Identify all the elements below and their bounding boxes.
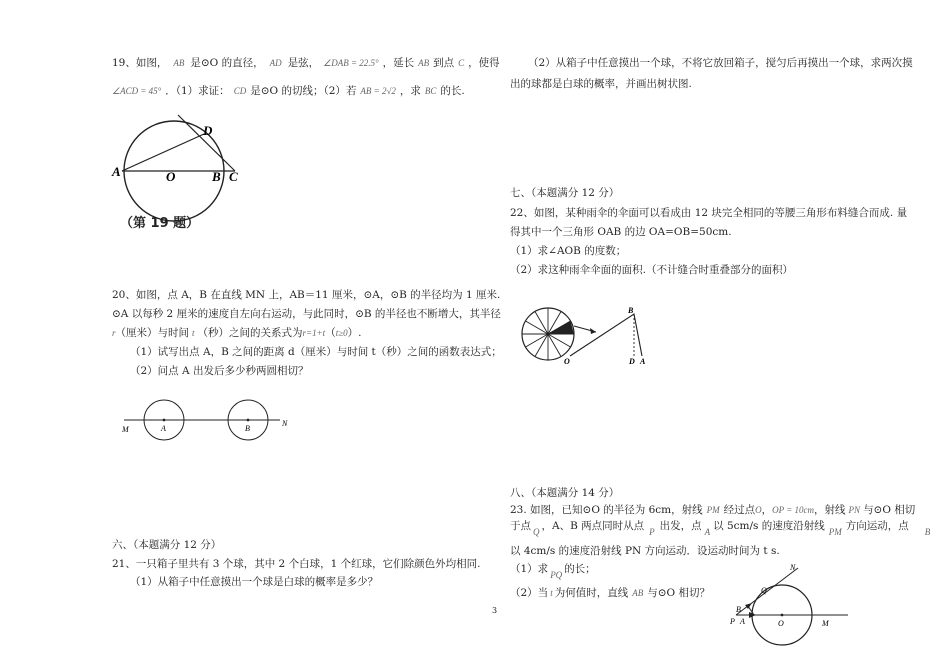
q22-label-a: A bbox=[640, 357, 646, 366]
q19-t: ，求 bbox=[399, 85, 421, 97]
q19-t: 是弦， bbox=[287, 57, 320, 69]
q20-label-n: N bbox=[282, 419, 288, 428]
q20-line1: 20、如图，点 A，B 在直线 MN 上，AB＝11 厘米，⊙A，⊙B 的半径均为 1 厘米. bbox=[112, 289, 501, 301]
q23-label-o: O bbox=[778, 619, 784, 628]
q22-label-o: O bbox=[564, 357, 570, 366]
q23-t: 方向运动，点 bbox=[845, 520, 909, 532]
q20-figure bbox=[112, 396, 302, 444]
q23-t: 23. 如图，已知⊙O 的半径为 6cm，射线 bbox=[510, 504, 703, 516]
q23-label-b: B bbox=[736, 605, 741, 614]
arrow-b-icon bbox=[745, 603, 752, 609]
q23-sub1 bbox=[510, 562, 596, 580]
q23-t: （1）求 bbox=[510, 563, 549, 575]
q23-label-p: P bbox=[730, 617, 735, 626]
q19-t: 的长. bbox=[440, 85, 465, 97]
q20-m: r=1+t bbox=[302, 328, 326, 338]
q20-label-m: M bbox=[122, 425, 129, 434]
umbrella-icon bbox=[522, 308, 574, 360]
q20-t: （厘米）与时间 bbox=[115, 327, 190, 339]
q23-m: B bbox=[924, 527, 931, 537]
q23-m: PM bbox=[828, 527, 842, 537]
q20-label-a: A bbox=[161, 424, 166, 433]
q19-m: ∠ACD = 45° bbox=[112, 86, 162, 96]
q23-m: PM bbox=[706, 505, 720, 515]
q22-sub1: （1）求∠AOB 的度数； bbox=[510, 245, 627, 257]
q20-line3 bbox=[112, 326, 361, 340]
q22-triangle bbox=[570, 314, 642, 356]
q19-caption: （第 19 题） bbox=[120, 216, 200, 231]
q20-t: ）. bbox=[347, 327, 362, 339]
q20-sub2: （2）问点 A 出发后多少秒两圆相切？ bbox=[130, 365, 309, 377]
q23-t: 为何值时，直线 bbox=[554, 587, 629, 599]
q20-sub1: （1）试写出点 A，B 之间的距离 d（厘米）与时间 t（秒）之间的函数表达式； bbox=[130, 346, 502, 358]
q19-t: ，延长 bbox=[382, 57, 415, 69]
q20-m: t≥0 bbox=[335, 328, 348, 338]
q22-figure bbox=[518, 302, 658, 366]
q22-stem: 22、如图，某种雨伞的伞面可以看成由 12 块完全相同的等腰三角形布料缝合而成. 量 bbox=[510, 207, 908, 219]
q20-m: t bbox=[192, 328, 195, 338]
q19-m: AB bbox=[173, 58, 185, 68]
q23-line3: 以 4cm/s 的速度沿射线 PN 方向运动．设运动时间为 t s. bbox=[510, 545, 780, 557]
q20-center-a bbox=[163, 419, 166, 422]
q23-sub2 bbox=[510, 586, 710, 600]
q19-t: ，使得 bbox=[468, 57, 500, 69]
q19-t: 是⊙O 的切线；（2）若 bbox=[250, 85, 357, 97]
q23-m: P bbox=[649, 527, 655, 537]
q23-t: 于点 bbox=[510, 520, 531, 532]
q23-figure bbox=[726, 562, 862, 656]
q19-label-b: B bbox=[212, 169, 221, 184]
q19-t: 19、如图， bbox=[112, 57, 168, 69]
q19-t: ．（1）求证： bbox=[165, 85, 230, 97]
q21-stem: 21、一只箱子里共有 3 个球，其中 2 个白球，1 个红球，它们除颜色外均相同. bbox=[112, 558, 481, 570]
q20-t: （秒）之间的关系式为 bbox=[197, 327, 303, 339]
q23-label-n: N bbox=[790, 563, 796, 572]
q23-label-q: Q bbox=[761, 586, 767, 595]
q20-t: （ bbox=[325, 327, 336, 339]
q19-line2 bbox=[112, 84, 465, 98]
q23-t: 出发，点 bbox=[659, 520, 702, 532]
q23-m: PN bbox=[848, 505, 861, 515]
q23-label-m: M bbox=[822, 619, 829, 628]
q22-stem2: 得其中一个三角形 OAB 的边 OA=OB=50cm. bbox=[510, 226, 732, 238]
q19-label-a: A bbox=[112, 164, 121, 179]
q19-t: 到点 bbox=[433, 57, 455, 69]
q23-m: PQ bbox=[550, 570, 563, 580]
q23-t: 与⊙O 相切 bbox=[863, 504, 916, 516]
q22-label-d: D bbox=[629, 357, 635, 366]
q21-sub2-line2: 出的球都是白球的概率，并画出树状图. bbox=[510, 78, 692, 90]
q21-sub2-line1: （2）从箱子中任意摸出一个球，不将它放回箱子，搅匀后再摸出一个球，求两次摸 bbox=[528, 57, 913, 69]
q19-m: BC bbox=[424, 86, 437, 96]
q23-label-a: A bbox=[740, 617, 745, 626]
q23-t: 与⊙O 相切？ bbox=[647, 587, 710, 599]
q19-m: AB = 2√2 bbox=[360, 86, 396, 96]
q20-line2: ⊙A 以每秒 2 厘米的速度自左向右运动，与此同时，⊙B 的半径也不断增大，其半径 bbox=[112, 308, 501, 320]
q23-center bbox=[781, 614, 784, 617]
q23-t: 的长； bbox=[564, 563, 596, 575]
q19-m: CD bbox=[233, 86, 247, 96]
q23-line1 bbox=[510, 503, 915, 517]
section-7-heading: 七、（本题满分 12 分） bbox=[510, 187, 620, 199]
q23-m: Q bbox=[533, 527, 540, 537]
q19-m: AB bbox=[418, 58, 430, 68]
q19-line1 bbox=[112, 56, 500, 70]
q23-m: O bbox=[755, 505, 762, 515]
q19-label-o: O bbox=[166, 169, 176, 184]
q23-t: 经过点 bbox=[723, 504, 756, 516]
q19-m: ∠DAB = 22.5° bbox=[323, 58, 379, 68]
q19-label-c: C bbox=[229, 169, 238, 184]
q23-t: （2）当 bbox=[510, 587, 549, 599]
section-6-heading: 六、（本题满分 12 分） bbox=[112, 539, 222, 551]
q23-t: ， bbox=[761, 504, 773, 516]
q20-m: r bbox=[112, 328, 116, 338]
section-8-heading: 八、（本题满分 14 分） bbox=[510, 487, 620, 499]
q23-t: 以 5cm/s 的速度沿射线 bbox=[713, 520, 825, 532]
page-number: 3 bbox=[492, 606, 498, 615]
q21-sub1: （1）从箱子中任意摸出一个球是白球的概率是多少？ bbox=[130, 576, 379, 588]
q23-m: t bbox=[550, 588, 553, 598]
q19-label-d: D bbox=[203, 123, 213, 138]
q22-label-b: B bbox=[628, 306, 634, 315]
q23-t: ，A、B 两点同时从点 bbox=[541, 520, 645, 532]
q23-line2 bbox=[510, 519, 931, 537]
q23-ray-pn bbox=[736, 568, 798, 615]
q20-center-b bbox=[247, 419, 250, 422]
q19-m: C bbox=[458, 58, 465, 68]
q20-label-b: B bbox=[245, 424, 250, 433]
q19-t: 是⊙O 的直径， bbox=[190, 57, 264, 69]
q23-t: ，射线 bbox=[814, 504, 846, 516]
q23-m: AB bbox=[632, 588, 644, 598]
q22-sub2: （2）求这种雨伞伞面的面积.（不计缝合时重叠部分的面积） bbox=[510, 264, 794, 276]
q23-m: A bbox=[704, 527, 711, 537]
q19-m: AD bbox=[269, 58, 282, 68]
q23-m: OP = 10cm bbox=[772, 505, 815, 515]
arrow-head-icon bbox=[590, 328, 596, 334]
